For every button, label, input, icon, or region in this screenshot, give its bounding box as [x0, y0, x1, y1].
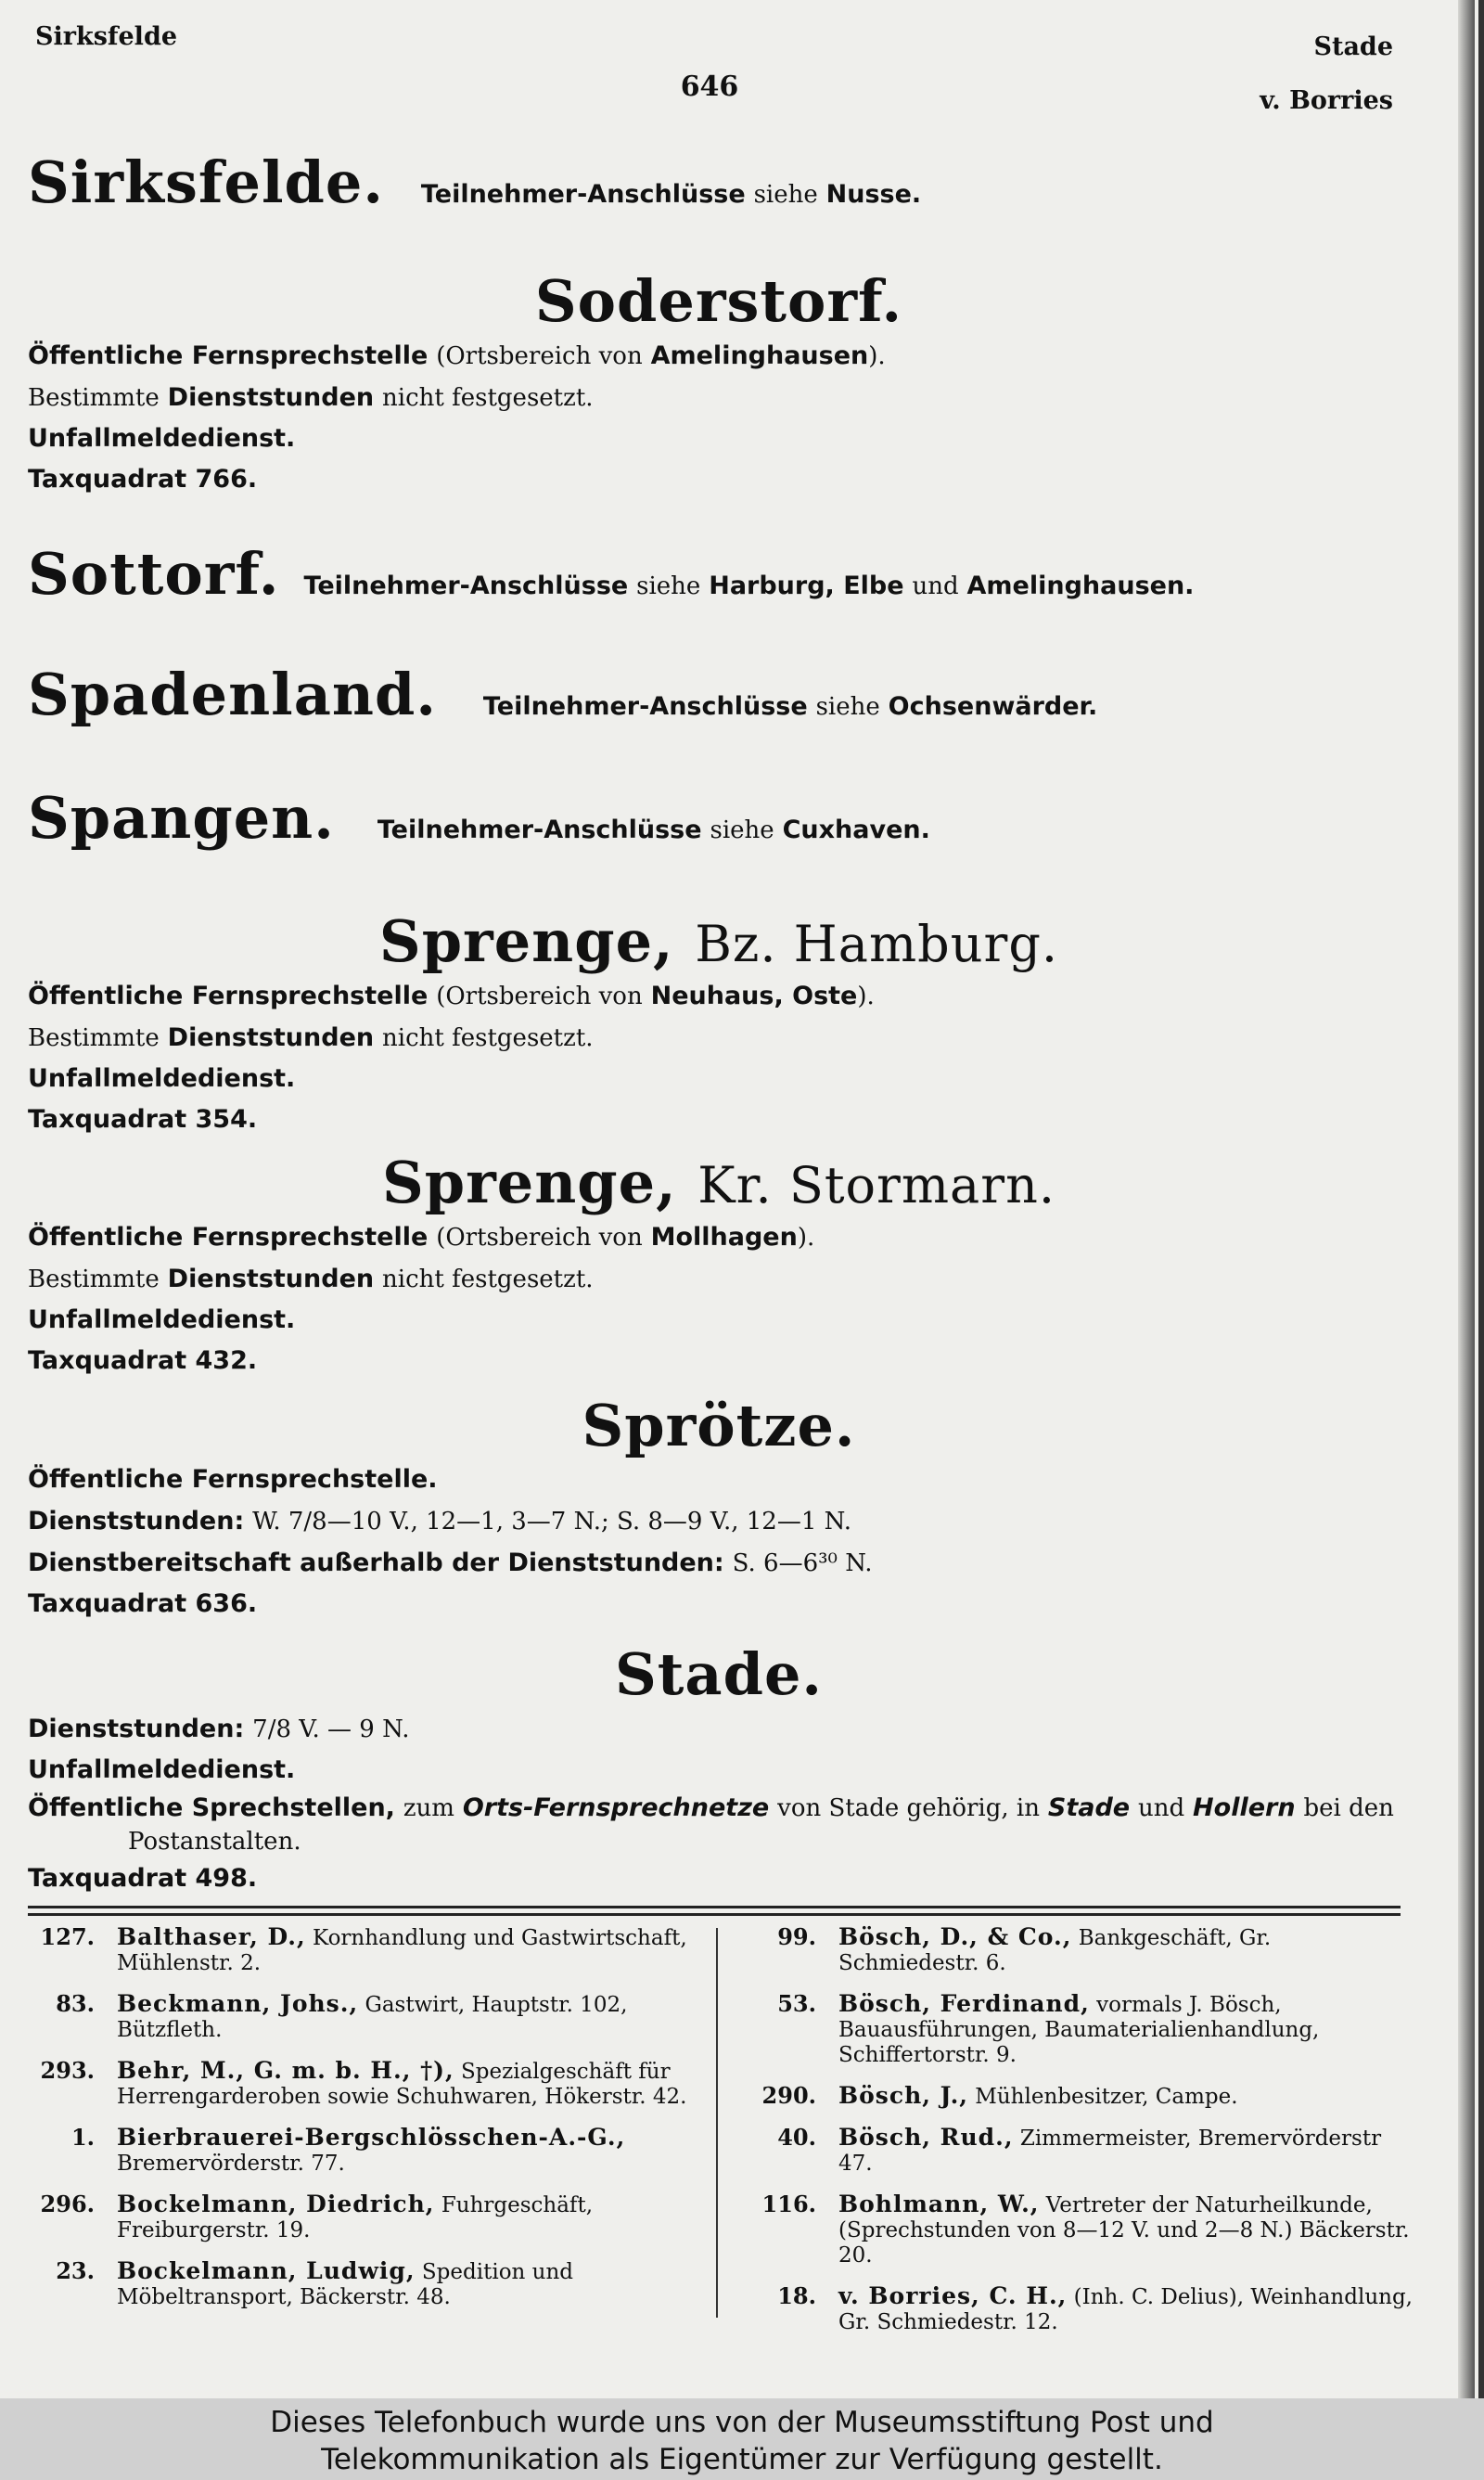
subscriber-name: Bösch, J.,	[838, 2082, 968, 2109]
info-line: Unfallmeldedienst.	[28, 1755, 296, 1784]
place-name	[28, 1149, 1410, 1216]
entry-sprenge-hamburg	[28, 907, 1410, 1140]
plain-text: (Ortsbereich von	[436, 983, 643, 1010]
plain-text: S. 6—6³⁰ N.	[732, 1549, 873, 1577]
subscriber-number: 116.	[761, 2191, 816, 2217]
bold-text: Öffentliche Sprechstellen,	[28, 1793, 395, 1822]
subscriber-description: Gastwirt, Hauptstr. 102, Bützfleth.	[117, 1993, 628, 2042]
subscriber-name: Balthaser, D.,	[117, 1923, 306, 1950]
place-suffix: Bz. Hamburg.	[695, 915, 1059, 973]
subscriber-description: Kornhandlung und Gastwirtschaft, Mühlenstr. 2.	[117, 1926, 687, 1975]
subscriber-name: Bohlmann, W.,	[838, 2191, 1040, 2217]
taxquadrat-line: Taxquadrat 432.	[28, 1346, 258, 1375]
footer-notice	[0, 2398, 1484, 2480]
place-name: Sirksfelde.	[28, 148, 384, 216]
info-line	[28, 1542, 1410, 1584]
running-head-right-top: Stade	[1313, 32, 1393, 61]
listing-row	[749, 2191, 1417, 2268]
plain-text: Bestimmte	[28, 1024, 160, 1052]
plain-text: nicht festgesetzt.	[382, 1266, 594, 1293]
italic-text: Hollern	[1193, 1793, 1296, 1822]
taxquadrat-line: Taxquadrat 636.	[28, 1589, 258, 1618]
bold-text: Dienstbereitschaft außerhalb der Dienststunden:	[28, 1548, 724, 1577]
listing-column-left	[28, 1924, 696, 2325]
entry-soderstorf	[28, 267, 1410, 500]
double-rule	[28, 1906, 1401, 1921]
subscriber-description: Spezialgeschäft für Herrengarderoben sowie Schuhwaren, Hökerstr. 42.	[117, 2060, 687, 2109]
info-line: Unfallmeldedienst.	[28, 1305, 296, 1334]
subscriber-name: v. Borries, C. H.,	[838, 2282, 1068, 2309]
subscriber-description: Bremervörderstr. 77.	[117, 2152, 345, 2176]
plain-text: Bestimmte	[28, 1266, 160, 1293]
siehe-label: siehe	[753, 181, 818, 209]
subscriber-description: Bankgeschäft, Gr. Schmiedestr. 6.	[838, 1926, 1272, 1975]
subscriber-name: Bockelmann, Diedrich,	[117, 2191, 435, 2217]
page-edge	[1458, 0, 1475, 2398]
place-main: Sprenge,	[378, 907, 674, 975]
column-divider	[716, 1928, 718, 2318]
taxquadrat-line: Taxquadrat 354.	[28, 1105, 258, 1134]
plain-text: 7/8 V. — 9 N.	[252, 1715, 410, 1743]
listing-row	[749, 1924, 1417, 1976]
subscriber-number: 290.	[761, 2082, 816, 2109]
entry-stade	[28, 1640, 1410, 1899]
subscriber-description: Zimmermeister, Bremervörderstr 47.	[838, 2127, 1382, 2176]
subscriber-name: Bockelmann, Ludwig,	[117, 2257, 416, 2284]
plain-text: von Stade gehörig, in	[777, 1794, 1040, 1822]
place-name: Soderstorf.	[534, 267, 903, 335]
plain-text: bei den	[1303, 1794, 1394, 1822]
info-line	[28, 335, 1410, 377]
place-name: Sprötze.	[582, 1392, 856, 1459]
plain-text: Bestimmte	[28, 384, 160, 412]
taxquadrat-line: Taxquadrat 498.	[28, 1864, 258, 1893]
plain-text: nicht festgesetzt.	[382, 384, 594, 412]
entry-spadenland	[28, 661, 1410, 728]
taxquadrat-line: Taxquadrat 766.	[28, 465, 258, 494]
listing-row	[28, 1991, 696, 2043]
entry-sottorf	[28, 540, 1410, 608]
info-line	[28, 1500, 1410, 1542]
listing-row	[28, 1924, 696, 1976]
info-line	[28, 377, 1410, 418]
italic-text: Stade	[1047, 1793, 1131, 1822]
entry-sproetze	[28, 1392, 1410, 1625]
place-name: Sottorf.	[28, 540, 280, 608]
reference-target: Harburg, Elbe	[709, 572, 904, 600]
subscriber-name: Behr, M., G. m. b. H., †),	[117, 2057, 454, 2084]
info-line	[28, 1708, 1410, 1750]
bold-text: Mollhagen	[650, 1223, 798, 1252]
subscriber-number: 296.	[40, 2191, 95, 2217]
plain-text: (Ortsbereich von	[436, 342, 643, 370]
listing-row	[749, 2125, 1417, 2177]
place-name: Stade.	[615, 1640, 823, 1708]
bold-text: Amelinghausen	[650, 341, 869, 370]
entry-spangen	[28, 784, 1410, 852]
place-main: Sprenge,	[381, 1149, 677, 1216]
subscriber-number: 127.	[40, 1923, 95, 1950]
subscriber-description: Spedition und Möbeltransport, Bäckerstr. 48.	[117, 2260, 574, 2309]
reference-line	[483, 686, 1097, 727]
ta-label: Teilnehmer-Anschlüsse	[482, 692, 808, 721]
bold-text: Neuhaus, Oste	[650, 982, 858, 1010]
siehe-label: siehe	[710, 816, 774, 844]
bold-text: Öffentliche Fernsprechstelle	[28, 982, 429, 1010]
subscriber-description: vormals J. Bösch, Bauausführungen, Baumaterialienhandlung, Schiffertorstr. 9.	[838, 1993, 1320, 2067]
running-head-right-bottom: v. Borries	[1260, 86, 1393, 115]
info-line	[28, 1216, 1410, 1258]
listing-row	[749, 2283, 1417, 2335]
subscriber-number: 99.	[777, 1923, 816, 1950]
footer-line-2: Telekommunikation als Eigentümer zur Verfügung gestellt.	[321, 2443, 1163, 2476]
reference-line	[421, 173, 921, 215]
place-name	[28, 907, 1410, 975]
listing-row	[749, 2083, 1417, 2110]
listing-column-right	[749, 1924, 1417, 2350]
bold-text: Dienststunden:	[28, 1715, 245, 1743]
plain-text: ).	[857, 983, 875, 1010]
bold-text: Dienststunden	[167, 383, 375, 412]
reference-line	[377, 809, 930, 851]
info-line	[28, 1017, 1410, 1059]
bold-text: Öffentliche Fernsprechstelle	[28, 1223, 429, 1252]
footer-line-1: Dieses Telefonbuch wurde uns von der Museumsstiftung Post und	[270, 2406, 1214, 2439]
siehe-label: siehe	[636, 572, 701, 600]
reference-line	[303, 565, 1194, 607]
bold-text: Dienststunden:	[28, 1507, 245, 1536]
subscriber-number: 18.	[777, 2282, 816, 2309]
ta-label: Teilnehmer-Anschlüsse	[303, 572, 629, 600]
subscriber-name: Bösch, Rud.,	[838, 2124, 1014, 2151]
subscriber-number: 1.	[70, 2124, 95, 2151]
reference-target: Nusse.	[825, 180, 922, 209]
reference-target: Amelinghausen.	[966, 572, 1195, 600]
plain-text: W. 7/8—10 V., 12—1, 3—7 N.; S. 8—9 V., 12—1 N.	[252, 1508, 852, 1536]
plain-text: ).	[797, 1224, 815, 1252]
subscriber-description: Mühlenbesitzer, Campe.	[975, 2085, 1238, 2109]
subscriber-number: 23.	[56, 2257, 95, 2284]
plain-text: und	[912, 572, 959, 600]
listing-row	[749, 1991, 1417, 2068]
info-line: Öffentliche Fernsprechstelle.	[28, 1465, 438, 1494]
place-suffix: Kr. Stormarn.	[697, 1156, 1056, 1214]
bold-text: Dienststunden	[167, 1265, 375, 1293]
listing-row	[28, 2191, 696, 2243]
info-line	[28, 975, 1410, 1017]
info-line: Unfallmeldedienst.	[28, 1064, 296, 1093]
subscriber-description: (Inh. C. Delius), Weinhandlung, Gr. Schmiedestr. 12.	[838, 2285, 1413, 2334]
info-line	[28, 1791, 1410, 1825]
place-name: Spangen.	[28, 784, 335, 852]
subscriber-description: Fuhrgeschäft, Freiburgerstr. 19.	[117, 2193, 594, 2242]
entry-sprenge-stormarn	[28, 1149, 1410, 1381]
subscriber-name: Beckmann, Johs.,	[117, 1990, 359, 2017]
info-line: Unfallmeldedienst.	[28, 424, 296, 453]
italic-text: Orts-Fernsprechnetze	[462, 1793, 770, 1822]
siehe-label: siehe	[815, 693, 880, 721]
plain-text: (Ortsbereich von	[436, 1224, 643, 1252]
subscriber-name: Bösch, D., & Co.,	[838, 1923, 1072, 1950]
subscriber-number: 40.	[777, 2124, 816, 2151]
plain-text: zum	[403, 1794, 454, 1822]
plain-text: nicht festgesetzt.	[382, 1024, 594, 1052]
plain-text: ).	[868, 342, 886, 370]
ta-label: Teilnehmer-Anschlüsse	[377, 816, 702, 844]
listing-row	[28, 2125, 696, 2177]
subscriber-description: Vertreter der Naturheilkunde, (Sprechstunden von 8—12 V. und 2—8 N.) Bäckerstr. 20.	[838, 2193, 1410, 2268]
plain-text: und	[1138, 1794, 1185, 1822]
running-head-left: Sirksfelde	[35, 22, 177, 51]
subscriber-name: Bösch, Ferdinand,	[838, 1990, 1090, 2017]
place-name: Spadenland.	[28, 661, 437, 728]
page-number: 646	[680, 71, 739, 103]
info-line-continuation: Postanstalten.	[128, 1828, 301, 1856]
bold-text: Öffentliche Fernsprechstelle	[28, 341, 429, 370]
subscriber-number: 53.	[777, 1990, 816, 2017]
listing-row	[28, 2058, 696, 2110]
subscriber-name: Bierbrauerei-Bergschlösschen-A.-G.,	[117, 2124, 626, 2151]
bold-text: Dienststunden	[167, 1023, 375, 1052]
subscriber-number: 293.	[40, 2057, 95, 2084]
ta-label: Teilnehmer-Anschlüsse	[420, 180, 746, 209]
listing-row	[28, 2258, 696, 2310]
info-line	[28, 1258, 1410, 1300]
subscriber-number: 83.	[56, 1990, 95, 2017]
entry-sirksfelde	[28, 148, 1410, 216]
reference-target: Cuxhaven.	[782, 816, 930, 844]
reference-target: Ochsenwärder.	[888, 692, 1098, 721]
